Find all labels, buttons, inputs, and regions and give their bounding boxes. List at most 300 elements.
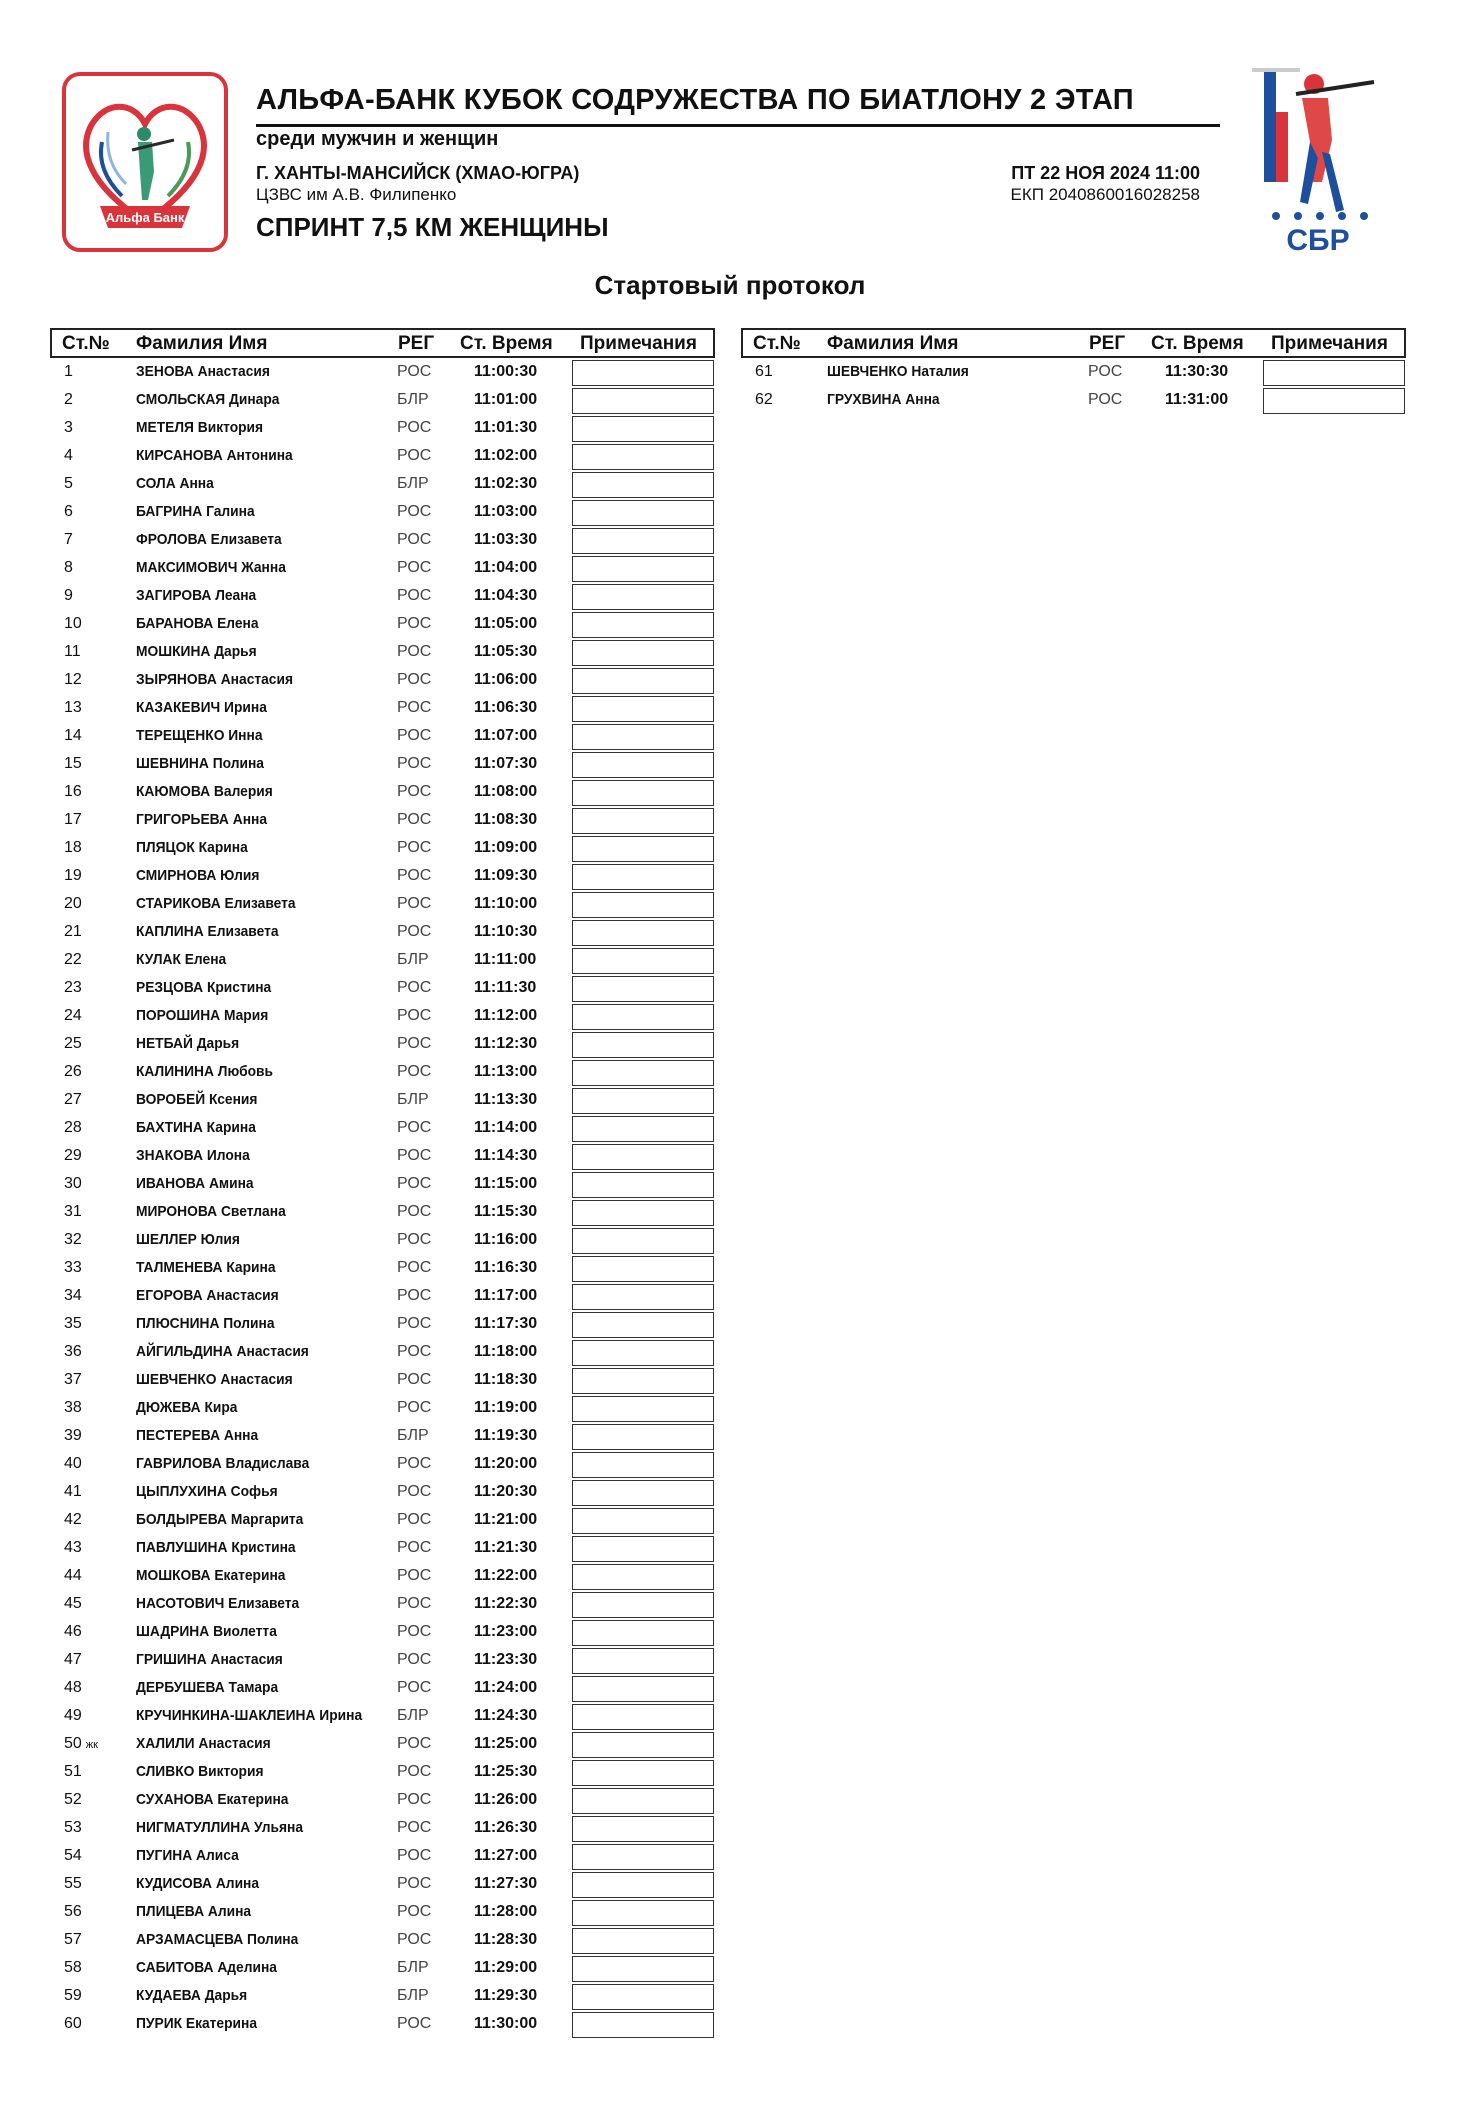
start-time: 11:02:30 — [474, 475, 538, 492]
start-number-value: 38 — [64, 1399, 82, 1416]
region: РОС — [397, 531, 432, 548]
notes-cell — [572, 1844, 714, 1870]
start-time: 11:24:00 — [474, 1679, 538, 1696]
start-number — [64, 1903, 112, 1921]
notes-cell — [1263, 360, 1405, 386]
start-number — [64, 1875, 112, 1893]
athlete-name: КУЛАК Елена — [136, 951, 227, 968]
start-number — [64, 811, 112, 829]
ekp-label: ЕКП 2040860016028258 — [1010, 185, 1200, 204]
start-number — [64, 1959, 112, 1977]
start-number — [64, 531, 112, 549]
table-row — [50, 1254, 715, 1282]
table-row — [50, 554, 715, 582]
athlete-name: ШЕВЧЕНКО Наталия — [827, 363, 969, 380]
start-number-value: 34 — [64, 1287, 82, 1304]
start-time: 11:00:30 — [474, 363, 538, 380]
notes-cell — [572, 724, 714, 750]
start-number — [64, 1511, 112, 1529]
start-time: 11:19:30 — [474, 1427, 538, 1444]
athlete-name: МЕТЕЛЯ Виктория — [136, 419, 264, 436]
start-time: 11:21:30 — [474, 1539, 538, 1556]
region: РОС — [397, 1007, 432, 1024]
region: РОС — [397, 587, 432, 604]
start-time: 11:16:30 — [474, 1259, 538, 1276]
region: РОС — [397, 1847, 432, 1864]
start-time: 11:26:00 — [474, 1791, 538, 1808]
start-number — [64, 1231, 112, 1249]
region: БЛР — [397, 1987, 429, 2004]
start-number — [64, 895, 112, 913]
notes-cell — [572, 1564, 714, 1590]
start-number-value: 10 — [64, 615, 82, 632]
notes-cell — [572, 416, 714, 442]
start-number — [64, 979, 112, 997]
region: РОС — [397, 1203, 432, 1220]
start-number — [64, 923, 112, 941]
athlete-name: ШАДРИНА Виолетта — [136, 1623, 277, 1640]
start-number-value: 25 — [64, 1035, 82, 1052]
table-row — [50, 358, 715, 386]
table-row — [50, 442, 715, 470]
start-time: 11:17:30 — [474, 1315, 538, 1332]
athlete-name: ШЕВНИНА Полина — [136, 755, 264, 772]
region: РОС — [397, 1651, 432, 1668]
notes-cell — [572, 1284, 714, 1310]
start-number — [64, 1007, 112, 1025]
notes-cell — [572, 1620, 714, 1646]
header-start-number: Ст.№ — [753, 333, 801, 354]
athlete-name: ДЮЖЕВА Кира — [136, 1399, 238, 1416]
athlete-name: ФРОЛОВА Елизавета — [136, 531, 282, 548]
athlete-name: БОЛДЫРЕВА Маргарита — [136, 1511, 304, 1528]
start-number — [64, 1091, 112, 1109]
start-list-rows — [741, 358, 1406, 414]
start-number — [755, 391, 803, 409]
athlete-name: ЗЫРЯНОВА Анастасия — [136, 671, 294, 688]
region: РОС — [397, 1287, 432, 1304]
table-row — [50, 1646, 715, 1674]
start-number-value: 57 — [64, 1931, 82, 1948]
start-time: 11:18:00 — [474, 1343, 538, 1360]
athlete-name: МИРОНОВА Светлана — [136, 1203, 286, 1220]
athlete-name: ПОРОШИНА Мария — [136, 1007, 269, 1024]
region: РОС — [397, 1231, 432, 1248]
table-row — [50, 1618, 715, 1646]
start-number — [64, 1455, 112, 1473]
table-row — [50, 1506, 715, 1534]
table-row — [741, 386, 1406, 414]
start-number — [64, 419, 112, 437]
start-time: 11:29:00 — [474, 1959, 538, 1976]
start-number — [64, 1791, 112, 1809]
start-number-value: 58 — [64, 1959, 82, 1976]
logo-left-text: Альфа Банк — [105, 210, 185, 225]
athlete-name: ЗЕНОВА Анастасия — [136, 363, 270, 380]
table-row — [50, 1394, 715, 1422]
header-name: Фамилия Имя — [827, 333, 959, 354]
start-time: 11:30:00 — [474, 2015, 538, 2032]
athlete-name: НИГМАТУЛЛИНА Ульяна — [136, 1819, 304, 1836]
table-row — [50, 1366, 715, 1394]
table-row — [50, 1030, 715, 1058]
start-number — [64, 643, 112, 661]
notes-cell — [572, 1480, 714, 1506]
start-time: 11:10:30 — [474, 923, 538, 940]
start-time: 11:28:30 — [474, 1931, 538, 1948]
start-number — [64, 1203, 112, 1221]
start-list-rows — [50, 358, 715, 2038]
start-time: 11:05:00 — [474, 615, 538, 632]
start-number — [64, 1987, 112, 2005]
table-row — [50, 834, 715, 862]
table-row — [50, 722, 715, 750]
region: БЛР — [397, 1707, 429, 1724]
region: РОС — [397, 1819, 432, 1836]
notes-cell — [572, 1508, 714, 1534]
notes-cell — [572, 1732, 714, 1758]
start-time: 11:01:00 — [474, 391, 538, 408]
start-number-value: 52 — [64, 1791, 82, 1808]
start-number-value: 20 — [64, 895, 82, 912]
start-time: 11:20:30 — [474, 1483, 538, 1500]
region: РОС — [1088, 391, 1123, 408]
table-row — [50, 1534, 715, 1562]
start-time: 11:06:30 — [474, 699, 538, 716]
start-time: 11:10:00 — [474, 895, 538, 912]
start-number — [64, 1707, 112, 1725]
athlete-name: КАЮМОВА Валерия — [136, 783, 273, 800]
start-time: 11:07:00 — [474, 727, 538, 744]
start-time: 11:09:30 — [474, 867, 538, 884]
start-number-value: 51 — [64, 1763, 82, 1780]
start-time: 11:03:30 — [474, 531, 538, 548]
notes-cell — [572, 668, 714, 694]
notes-cell — [572, 1088, 714, 1114]
region: БЛР — [397, 391, 429, 408]
start-number-value: 15 — [64, 755, 82, 772]
notes-cell — [572, 1200, 714, 1226]
notes-cell — [572, 1060, 714, 1086]
region: РОС — [397, 1399, 432, 1416]
table-row — [50, 1814, 715, 1842]
alfa-bank-cup-logo — [62, 72, 228, 252]
notes-cell — [572, 1704, 714, 1730]
region: РОС — [397, 643, 432, 660]
region: РОС — [397, 1763, 432, 1780]
region: РОС — [397, 1343, 432, 1360]
region: РОС — [397, 1063, 432, 1080]
region: РОС — [397, 671, 432, 688]
athlete-name: МАКСИМОВИЧ Жанна — [136, 559, 286, 576]
start-time: 11:20:00 — [474, 1455, 538, 1472]
athlete-name: МОШКИНА Дарья — [136, 643, 257, 660]
start-time: 11:04:30 — [474, 587, 538, 604]
start-time: 11:12:00 — [474, 1007, 538, 1024]
region: РОС — [397, 979, 432, 996]
table-row — [50, 1674, 715, 1702]
athlete-name: ГРУХВИНА Анна — [827, 391, 940, 408]
athlete-name: ДЕРБУШЕВА Тамара — [136, 1679, 279, 1696]
start-number-value: 14 — [64, 727, 82, 744]
start-number-value: 3 — [64, 419, 73, 436]
start-number-value: 35 — [64, 1315, 82, 1332]
table-row — [50, 862, 715, 890]
region: БЛР — [397, 1091, 429, 1108]
athlete-name: НАСОТОВИЧ Елизавета — [136, 1595, 300, 1612]
start-number-value: 50 — [64, 1735, 82, 1752]
athlete-name: ПЛЮСНИНА Полина — [136, 1315, 275, 1332]
start-number-value: 47 — [64, 1651, 82, 1668]
region: БЛР — [397, 951, 429, 968]
athlete-name: ИВАНОВА Амина — [136, 1175, 254, 1192]
start-number — [64, 1371, 112, 1389]
athlete-name: СТАРИКОВА Елизавета — [136, 895, 296, 912]
start-time: 11:31:00 — [1165, 391, 1229, 408]
notes-cell — [572, 1116, 714, 1142]
start-number-value: 4 — [64, 447, 73, 464]
table-row — [50, 414, 715, 442]
athlete-name: МОШКОВА Екатерина — [136, 1567, 286, 1584]
start-time: 11:11:00 — [474, 951, 537, 968]
athlete-name: ПУГИНА Алиса — [136, 1847, 239, 1864]
table-header — [741, 328, 1406, 358]
athlete-name: СМОЛЬСКАЯ Динара — [136, 391, 280, 408]
start-number-value: 55 — [64, 1875, 82, 1892]
table-row — [50, 1058, 715, 1086]
start-number — [64, 391, 112, 409]
start-number — [64, 671, 112, 689]
start-number-value: 16 — [64, 783, 82, 800]
table-row — [50, 610, 715, 638]
table-row — [50, 1478, 715, 1506]
start-number — [64, 1539, 112, 1557]
start-number — [64, 1735, 112, 1753]
start-number — [64, 1651, 112, 1669]
start-time: 11:29:30 — [474, 1987, 538, 2004]
table-row — [50, 1954, 715, 1982]
notes-cell — [572, 696, 714, 722]
start-time: 11:30:30 — [1165, 363, 1229, 380]
start-time: 11:24:30 — [474, 1707, 538, 1724]
start-number-value: 19 — [64, 867, 82, 884]
start-number-value: 61 — [755, 363, 773, 380]
start-list-right — [741, 328, 1406, 414]
start-time: 11:08:30 — [474, 811, 538, 828]
header-region: РЕГ — [398, 333, 435, 354]
competition-title: АЛЬФА-БАНК КУБОК СОДРУЖЕСТВА ПО БИАТЛОНУ 2 ЭТАП — [256, 84, 1134, 116]
table-row — [50, 946, 715, 974]
start-time: 11:25:00 — [474, 1735, 538, 1752]
region: РОС — [397, 363, 432, 380]
start-number-value: 42 — [64, 1511, 82, 1528]
notes-cell — [572, 836, 714, 862]
table-row — [50, 750, 715, 778]
start-number-value: 32 — [64, 1231, 82, 1248]
athlete-name: РЕЗЦОВА Кристина — [136, 979, 272, 996]
region: РОС — [397, 1511, 432, 1528]
region: РОС — [397, 1903, 432, 1920]
notes-cell — [572, 1760, 714, 1786]
region: РОС — [397, 1875, 432, 1892]
region: РОС — [397, 1035, 432, 1052]
start-number — [64, 783, 112, 801]
start-time: 11:27:30 — [474, 1875, 538, 1892]
notes-cell — [572, 360, 714, 386]
start-number — [64, 1399, 112, 1417]
start-number-value: 26 — [64, 1063, 82, 1080]
start-time: 11:14:30 — [474, 1147, 538, 1164]
table-row — [50, 806, 715, 834]
notes-cell — [572, 1592, 714, 1618]
region: РОС — [397, 419, 432, 436]
notes-cell — [572, 1004, 714, 1030]
start-time: 11:14:00 — [474, 1119, 538, 1136]
start-time: 11:16:00 — [474, 1231, 538, 1248]
notes-cell — [572, 388, 714, 414]
start-number-value: 53 — [64, 1819, 82, 1836]
notes-cell — [572, 1536, 714, 1562]
notes-cell — [572, 948, 714, 974]
start-number-value: 23 — [64, 979, 82, 996]
athlete-name: ШЕЛЛЕР Юлия — [136, 1231, 240, 1248]
athlete-name: ШЕВЧЕНКО Анастасия — [136, 1371, 293, 1388]
athlete-name: БАХТИНА Карина — [136, 1119, 256, 1136]
table-row — [50, 974, 715, 1002]
region: РОС — [397, 615, 432, 632]
start-time: 11:13:00 — [474, 1063, 538, 1080]
athlete-name: ЦЫПЛУХИНА Софья — [136, 1483, 278, 1500]
race-label: СПРИНТ 7,5 КМ ЖЕНЩИНЫ — [256, 212, 609, 242]
region: РОС — [397, 1315, 432, 1332]
start-time: 11:12:30 — [474, 1035, 538, 1052]
notes-cell — [572, 752, 714, 778]
table-row — [50, 1926, 715, 1954]
start-number — [64, 1427, 112, 1445]
region: РОС — [397, 1175, 432, 1192]
start-number-value: 33 — [64, 1259, 82, 1276]
start-number — [64, 475, 112, 493]
start-number — [64, 1847, 112, 1865]
start-time: 11:18:30 — [474, 1371, 538, 1388]
start-number — [64, 363, 112, 381]
table-row — [50, 498, 715, 526]
table-row — [50, 1226, 715, 1254]
table-row — [50, 1786, 715, 1814]
start-number-value: 7 — [64, 531, 73, 548]
start-time: 11:21:00 — [474, 1511, 538, 1528]
start-number-value: 62 — [755, 391, 773, 408]
start-number-value: 12 — [64, 671, 82, 688]
start-number-value: 54 — [64, 1847, 82, 1864]
athlete-name: КРУЧИНКИНА-ШАКЛЕИНА Ирина — [136, 1707, 363, 1724]
notes-cell — [572, 1256, 714, 1282]
header-notes: Примечания — [1271, 333, 1388, 354]
start-number — [64, 447, 112, 465]
athlete-name: БАРАНОВА Елена — [136, 615, 259, 632]
start-number-value: 45 — [64, 1595, 82, 1612]
start-time: 11:09:00 — [474, 839, 538, 856]
start-number-value: 46 — [64, 1623, 82, 1640]
start-time: 11:25:30 — [474, 1763, 538, 1780]
notes-cell — [572, 1984, 714, 2010]
start-time: 11:22:00 — [474, 1567, 538, 1584]
table-row — [50, 1142, 715, 1170]
notes-cell — [572, 444, 714, 470]
athlete-name: КУДАЕВА Дарья — [136, 1987, 248, 2004]
notes-cell — [572, 556, 714, 582]
athlete-name: ХАЛИЛИ Анастасия — [136, 1735, 271, 1752]
athlete-name: ТАЛМЕНЕВА Карина — [136, 1259, 276, 1276]
athlete-name: КУДИСОВА Алина — [136, 1875, 260, 1892]
start-number — [64, 727, 112, 745]
table-header — [50, 328, 715, 358]
table-row — [50, 1450, 715, 1478]
notes-cell — [572, 920, 714, 946]
athlete-name: ГАВРИЛОВА Владислава — [136, 1455, 310, 1472]
header-region: РЕГ — [1089, 333, 1126, 354]
start-time: 11:05:30 — [474, 643, 538, 660]
notes-cell — [572, 1228, 714, 1254]
table-row — [50, 890, 715, 918]
start-number — [64, 1567, 112, 1585]
start-list-left — [50, 328, 715, 2038]
notes-cell — [572, 892, 714, 918]
athlete-name: ПУРИК Екатерина — [136, 2015, 258, 2032]
start-number — [64, 1259, 112, 1277]
start-number — [64, 1819, 112, 1837]
athlete-name: КАПЛИНА Елизавета — [136, 923, 279, 940]
start-number — [64, 1623, 112, 1641]
table-row — [50, 1982, 715, 2010]
table-row — [50, 694, 715, 722]
start-time: 11:23:30 — [474, 1651, 538, 1668]
notes-cell — [572, 1900, 714, 1926]
region: РОС — [397, 755, 432, 772]
athlete-name: ГРИГОРЬЕВА Анна — [136, 811, 268, 828]
region: РОС — [397, 811, 432, 828]
start-number-value: 39 — [64, 1427, 82, 1444]
table-row — [741, 358, 1406, 386]
athlete-name: КАЗАКЕВИЧ Ирина — [136, 699, 267, 716]
start-number-note: жк — [85, 1739, 98, 1751]
start-time: 11:02:00 — [474, 447, 538, 464]
notes-cell — [572, 808, 714, 834]
athlete-name: КИРСАНОВА Антонина — [136, 447, 293, 464]
start-number — [64, 951, 112, 969]
start-number — [64, 1147, 112, 1165]
region: РОС — [397, 1735, 432, 1752]
notes-cell — [572, 500, 714, 526]
start-number-value: 48 — [64, 1679, 82, 1696]
city-label: Г. ХАНТЫ-МАНСИЙСК (ХМАО-ЮГРА) — [256, 163, 580, 183]
start-number-value: 2 — [64, 391, 73, 408]
start-number-value: 31 — [64, 1203, 82, 1220]
region: РОС — [397, 727, 432, 744]
start-number — [64, 1343, 112, 1361]
start-number-value: 8 — [64, 559, 73, 576]
logo-right-text: СБР — [1286, 224, 1350, 257]
notes-cell — [572, 780, 714, 806]
start-number-value: 1 — [64, 363, 73, 380]
start-number — [64, 755, 112, 773]
region: РОС — [397, 2015, 432, 2032]
start-number — [64, 1931, 112, 1949]
athlete-name: ЗНАКОВА Илона — [136, 1147, 250, 1164]
notes-cell — [572, 1172, 714, 1198]
start-time: 11:01:30 — [474, 419, 538, 436]
start-number — [64, 867, 112, 885]
